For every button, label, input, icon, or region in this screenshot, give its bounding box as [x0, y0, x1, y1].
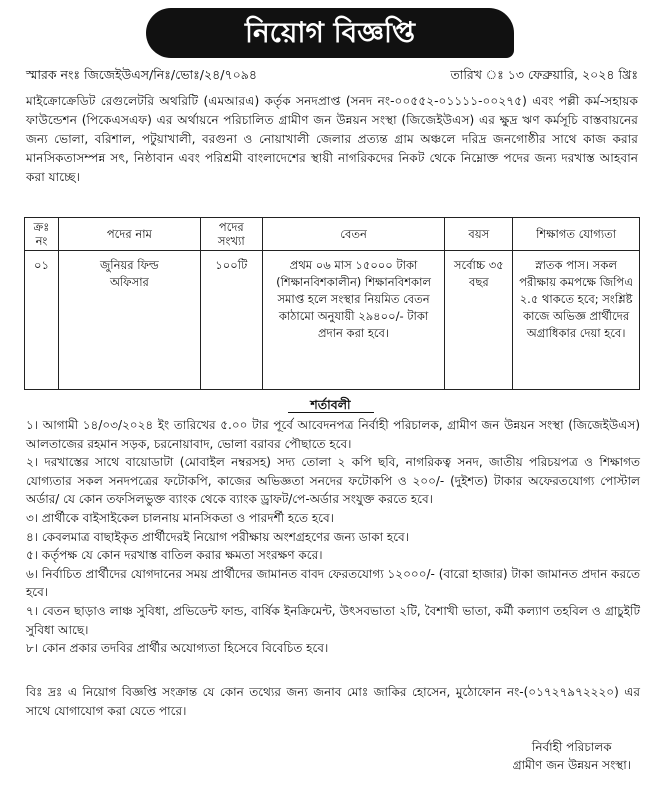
term-item: ৭। বেতন ছাড়াও লাঞ্চ সুবিধা, প্রভিডেন্ট ফান্ড, বার্ষিক ইনক্রিমেন্ট, উৎসবভাতা ২টি, বৈশাখী ভাতা, কর্মী কল্যাণ তহবিল ও গ্রাচুইটি সুবিধা আছে।	[26, 603, 640, 637]
term-item: ২। দরখাস্তের সাথে বায়োডাটা (মোবাইল নম্বরসহ) সদ্য তোলা ২ কপি ছবি, নাগরিকত্ব সনদ, জাতীয় পরিচয়পত্র ও শিক্ষাগত যোগ্যতার সকল সনদপত্রের ফটোকপি, কাজের অভিজ্ঞতা সনদের ফটোকপি ও ২০০/- (দুইশত) টাকার অফেরতযোগ্য পোস্টাল অর্ডার/ যে কোন তফসিলভুক্ত ব্যাংক থেকে ব্যাংক ড্রাফট/পে-অর্ডার সংযুক্ত করতে হবে।	[26, 455, 640, 507]
header-salary: বেতন	[262, 218, 445, 251]
signature-title: নির্বাহী পরিচালক	[531, 740, 612, 754]
memo-number: স্মারক নংঃ জিজেইউএস/নিঃ/ভোঃ/২৪/৭০৯৪	[26, 67, 257, 82]
terms-heading: শর্তাবলী	[310, 397, 351, 412]
terms-heading-underline	[288, 412, 374, 413]
term-item: ১। আগামী ১৪/০৩/২০২৪ ইং তারিখের ৫.০০ টার পূর্বে আবেদনপত্র নির্বাহী পরিচালক, গ্রামীণ জন উন্নয়ন সংস্থা (জিজেইউএস) আলতাজের রহমান সড়ক, চরনোয়াবাদ, ভোলা বরাবর পৌছাতে হবে।	[26, 418, 640, 451]
table-row	[25, 251, 640, 390]
header-post-count: পদের সংখ্যা	[200, 218, 262, 251]
signature-block	[513, 738, 631, 774]
cell-serial: ০১	[25, 251, 59, 390]
posts-table	[24, 217, 640, 390]
contact-note: বিঃ দ্রঃ এ নিয়োগ বিজ্ঞপ্তি সংক্রান্ত যে কোন তথ্যের জন্য জনাব মোঃ জাকির হোসেন, মুঠোফোন নং-(০১৭২৭৯৭২২২০) এর সাথে যোগাযোগ করা যেতে পারে।	[26, 685, 640, 718]
memo-row	[26, 67, 638, 85]
cell-education: স্নাতক পাস। সকল পরীক্ষায় কমপক্ষে জিপিএ ২.৫ থাকতে হবে; সংশ্লিষ্ট কাজে অভিজ্ঞ প্রার্থীদের অগ্রাধিকার দেয়া হবে।	[513, 251, 640, 390]
signature-organization: গ্রামীণ জন উন্নয়ন সংস্থা।	[512, 758, 631, 772]
table-header-row	[25, 218, 640, 251]
header-serial: ক্রঃ নং	[25, 218, 59, 251]
term-item: ৫। কর্তৃপক্ষ যে কোন দরখাস্ত বাতিল করার ক্ষমতা সংরক্ষণ করে।	[26, 548, 323, 563]
cell-post-name: জুনিয়র ফিল্ড অফিসার	[58, 251, 200, 390]
header-education: শিক্ষাগত যোগ্যতা	[513, 218, 640, 251]
cell-post-count: ১০০টি	[200, 251, 262, 390]
terms-list	[26, 416, 640, 658]
cell-age: সর্বোচ্চ ৩৫ বছর	[445, 251, 513, 390]
header-age: বয়স	[445, 218, 513, 251]
header-post-name: পদের নাম	[58, 218, 200, 251]
intro-paragraph: মাইক্রোক্রেডিট রেগুলেটরি অথরিটি (এমআরএ) কর্তৃক সনদপ্রাপ্ত (সনদ নং-০০৫৫২-০১১১১-০০২৭৫) এবং পল্লী কর্ম-সহায়ক ফাউন্ডেশন (পিকেএসএফ) এর অর্থায়নে পরিচালিত গ্রামীণ জন উন্নয়ন সংস্থা (জিজেইউএস) এর ক্ষুদ্র ঋণ কর্মসূচি বাস্তবায়নের জন্য ভোলা, বরিশাল, পটুয়াখালী, বরগুনা ও নোয়াখালী জেলার প্রত্যন্ত গ্রাম অঞ্চলে দরিদ্র জনগোষ্ঠীর সাথে কাজ করার মানসিকতাসম্পন্ন সৎ, নিষ্ঠাবান এবং পরিশ্রমী বাংলাদেশের স্থায়ী নাগরিকদের নিকট থেকে নিম্নোক্ত পদের জন্য দরখাস্ত আহবান করা যাচ্ছে।	[26, 94, 638, 184]
notice-title: নিয়োগ বিজ্ঞপ্তি	[146, 8, 514, 58]
term-item: ৬। নির্বাচিত প্রার্থীদের যোগদানের সময় প্রার্থীদের জামানত বাবদ ফেরতযোগ্য ১২০০০/- (বারো হাজার) টাকা জামানত প্রদান করতে হবে।	[26, 566, 640, 600]
term-item: ৮। কোন প্রকার তদবির প্রার্থীর অযোগ্যতা হিসেবে বিবেচিত হবে।	[26, 641, 329, 656]
term-item: ৪। কেবলমাত্র বাছাইকৃত প্রার্থীদেরই নিয়োগ পরীক্ষায় অংশগ্রহণের জন্য ডাকা হবে।	[26, 529, 409, 544]
term-item: ৩। প্রার্থীকে বাইসাইকেল চালনায় মানসিকতা ও পারদর্শী হতে হবে।	[26, 510, 334, 525]
notice-date: তারিখ ঃ ১৩ ফেব্রুয়ারি, ২০২৪ খ্রিঃ	[450, 67, 638, 82]
cell-salary: প্রথম ০৬ মাস ১৫০০০ টাকা (শিক্ষানবিশকালীন) শিক্ষানবিশকাল সমাপ্ত হলে সংস্থার নিয়মিত বেতন কাঠামো অনুযায়ী ২৯৪০০/- টাকা প্রদান করা হবে।	[262, 251, 445, 390]
